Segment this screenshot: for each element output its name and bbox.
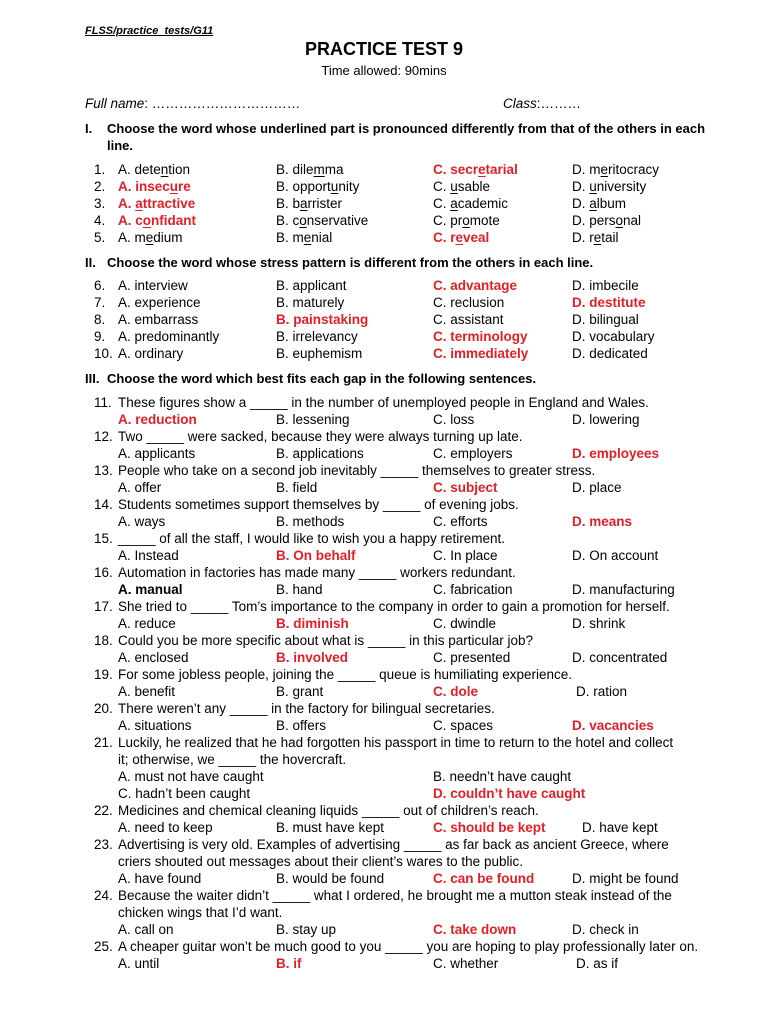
question-number: 20. xyxy=(94,701,113,716)
question-number: 11. xyxy=(94,395,112,410)
correct-option: C. advantage xyxy=(433,278,518,293)
option: D. ration xyxy=(576,684,628,699)
question-row xyxy=(0,229,768,246)
option: B. applicant xyxy=(276,278,347,293)
option: B. field xyxy=(276,480,318,495)
underlined-letter: o xyxy=(462,213,470,228)
option: A. ways xyxy=(118,514,166,529)
option: B. grant xyxy=(276,684,324,699)
underlined-letter: o xyxy=(299,213,307,228)
question-number: 12. xyxy=(94,429,113,444)
question-row xyxy=(0,178,768,195)
question-row xyxy=(0,785,768,802)
question-text: Two _____ were sacked, because they were always turning up late. xyxy=(118,429,523,444)
option: A. Instead xyxy=(118,548,179,563)
question-text: Students sometimes support themselves by _____ of evening jobs. xyxy=(118,497,519,512)
correct-option: B. On behalf xyxy=(276,548,356,563)
question-number: 7. xyxy=(94,295,106,310)
option: B. methods xyxy=(276,514,345,529)
correct-option: C. dole xyxy=(433,684,479,699)
question-row xyxy=(0,734,768,751)
question-row xyxy=(0,564,768,581)
question-number: 2. xyxy=(94,179,106,194)
option xyxy=(433,212,500,229)
option-text-post: nservative xyxy=(306,213,369,228)
option-text-pre: B. b xyxy=(276,196,301,211)
option: A. experience xyxy=(118,295,201,310)
underlined-letter: u xyxy=(450,179,458,194)
underlined-letter: a xyxy=(450,196,458,211)
question-row xyxy=(0,394,768,411)
underlined-letter: e xyxy=(478,162,486,177)
class-blank: :……… xyxy=(536,96,582,111)
correct-option: D. destitute xyxy=(572,295,646,310)
question-row xyxy=(0,294,768,311)
correct-option xyxy=(118,212,196,229)
correct-option: A. reduction xyxy=(118,412,197,427)
question-number: 6. xyxy=(94,278,106,293)
option xyxy=(276,229,332,246)
question-number: 24. xyxy=(94,888,113,903)
option-text-post: niversity xyxy=(596,179,647,194)
option: D. check in xyxy=(572,922,639,937)
question-number: 10. xyxy=(94,346,113,361)
question-text: Automation in factories has made many _____ workers redundant. xyxy=(118,565,516,580)
option-text-pre: A. xyxy=(118,196,136,211)
correct-option: C. should be kept xyxy=(433,820,546,835)
option: C. fabrication xyxy=(433,582,513,597)
option-text-pre: C. r xyxy=(433,230,456,245)
question-number: 8. xyxy=(94,312,106,327)
option-text-post: ttractive xyxy=(142,196,196,211)
question-row xyxy=(0,598,768,615)
question-row xyxy=(0,802,768,819)
option: C. hadn’t been caught xyxy=(118,786,251,801)
underlined-letter: e xyxy=(303,230,312,245)
question-row xyxy=(0,277,768,294)
question-number: 17. xyxy=(94,599,113,614)
option-text-post: sable xyxy=(457,179,491,194)
question-row xyxy=(0,683,768,700)
option: D. imbecile xyxy=(572,278,639,293)
option: A. call on xyxy=(118,922,174,937)
question-row xyxy=(0,870,768,887)
option-text-pre: D. r xyxy=(572,230,594,245)
question-number: 1. xyxy=(94,162,106,177)
question-row xyxy=(0,581,768,598)
question-row xyxy=(0,212,768,229)
correct-option: C. subject xyxy=(433,480,498,495)
option: C. presented xyxy=(433,650,511,665)
time-allowed: Time allowed: 90mins xyxy=(321,63,447,78)
question-row xyxy=(0,700,768,717)
question-row xyxy=(0,938,768,955)
option xyxy=(572,178,646,195)
option-text-pre: B. c xyxy=(276,213,300,228)
question-row xyxy=(0,195,768,212)
question-row xyxy=(0,836,768,853)
question-text: it; otherwise, we _____ the hovercraft. xyxy=(118,752,347,767)
question-number: 4. xyxy=(94,213,106,228)
section-number: I. xyxy=(85,121,93,136)
option: C. loss xyxy=(433,412,475,427)
question-number: 13. xyxy=(94,463,113,478)
question-number: 5. xyxy=(94,230,106,245)
question-number: 19. xyxy=(94,667,113,682)
option-text-pre: D. pers xyxy=(572,213,616,228)
option-text-post: rrister xyxy=(307,196,343,211)
option-text-post: re xyxy=(178,179,191,194)
question-row xyxy=(0,615,768,632)
question-number: 14. xyxy=(94,497,113,512)
option: C. In place xyxy=(433,548,498,563)
option: D. place xyxy=(572,480,622,495)
option: A. ordinary xyxy=(118,346,184,361)
question-row xyxy=(0,496,768,513)
question-row xyxy=(0,328,768,345)
option xyxy=(433,178,490,195)
option-text-post: nfidant xyxy=(151,213,197,228)
option xyxy=(572,212,641,229)
question-row xyxy=(0,887,768,904)
question-number: 15. xyxy=(94,531,113,546)
option-text-pre: D. m xyxy=(572,162,601,177)
question-row xyxy=(0,768,768,785)
question-row xyxy=(0,530,768,547)
question-row xyxy=(0,547,768,564)
question-number: 3. xyxy=(94,196,106,211)
option: B. needn’t have caught xyxy=(433,769,572,784)
option-text-pre: C. xyxy=(433,179,451,194)
option: B. irrelevancy xyxy=(276,329,358,344)
question-text: chicken wings that I’d want. xyxy=(118,905,283,920)
section-instruction: Choose the word whose stress pattern is different from the others in each line. xyxy=(107,255,594,270)
question-row xyxy=(0,479,768,496)
option: D. concentrated xyxy=(572,650,668,665)
question-text: Because the waiter didn’t _____ what I ordered, he brought me a mutton steak instead of the xyxy=(118,888,672,903)
option-text-post: mote xyxy=(469,213,500,228)
question-row xyxy=(0,462,768,479)
option-text-post: nity xyxy=(338,179,360,194)
option xyxy=(276,212,368,229)
option-text-pre: D. xyxy=(572,196,590,211)
option-text-pre: C. pr xyxy=(433,213,463,228)
question-number: 16. xyxy=(94,565,113,580)
underlined-letter: e xyxy=(145,230,154,245)
option-text-pre: B. opport xyxy=(276,179,331,194)
option-text-post: tion xyxy=(168,162,191,177)
option: B. euphemism xyxy=(276,346,363,361)
correct-option: B. involved xyxy=(276,650,349,665)
option-text-pre: A. dete xyxy=(118,162,161,177)
option: B. would be found xyxy=(276,871,385,886)
question-row xyxy=(0,161,768,178)
option-text-post: tail xyxy=(601,230,619,245)
option: A. need to keep xyxy=(118,820,213,835)
question-text: criers shouted out messages about their client’s wares to the public. xyxy=(118,854,523,869)
option: A. manual xyxy=(118,582,183,597)
option: B. hand xyxy=(276,582,323,597)
question-text: People who take on a second job inevitably _____ themselves to greater stress. xyxy=(118,463,596,478)
option-text-post: ritocracy xyxy=(608,162,660,177)
option: D. On account xyxy=(572,548,659,563)
question-number: 18. xyxy=(94,633,113,648)
option: A. embarrass xyxy=(118,312,199,327)
option: A. offer xyxy=(118,480,162,495)
correct-option: C. terminology xyxy=(433,329,528,344)
question-number: 22. xyxy=(94,803,113,818)
option: C. employers xyxy=(433,446,513,461)
option-text-post: nal xyxy=(623,213,642,228)
question-number: 23. xyxy=(94,837,113,852)
page-title: PRACTICE TEST 9 xyxy=(304,39,464,59)
underlined-letter: e xyxy=(593,230,602,245)
option: B. lessening xyxy=(276,412,350,427)
correct-option: D. vacancies xyxy=(572,718,654,733)
document-reference: FLSS/practice_tests/G11 xyxy=(85,25,214,37)
question-text: She tried to _____ Tom’s importance to the company in order to gain a promotion for herself. xyxy=(118,599,670,614)
underlined-letter: o xyxy=(615,213,624,228)
question-text: Advertising is very old. Examples of advertising _____ as far back as ancient Greece, where xyxy=(118,837,669,852)
option: D. might be found xyxy=(572,871,679,886)
option: A. predominantly xyxy=(118,329,220,344)
underlined-letter: u xyxy=(589,179,597,194)
option: B. offers xyxy=(276,718,327,733)
question-text: For some jobless people, joining the _____ queue is humiliating experience. xyxy=(118,667,573,682)
underlined-letter: o xyxy=(142,213,152,228)
option: D. dedicated xyxy=(572,346,648,361)
question-row xyxy=(0,428,768,445)
option xyxy=(118,161,190,178)
question-row xyxy=(0,632,768,649)
question-text: There weren’t any _____ in the factory for bilingual secretaries. xyxy=(118,701,495,716)
underlined-letter: a xyxy=(135,196,143,211)
underlined-letter: a xyxy=(589,196,597,211)
underlined-letter: m xyxy=(313,162,325,177)
underlined-letter: e xyxy=(455,230,464,245)
correct-option: C. take down xyxy=(433,922,517,937)
option: A. interview xyxy=(118,278,188,293)
correct-option xyxy=(433,161,518,178)
section-number: III. xyxy=(85,371,100,386)
question-row xyxy=(0,717,768,734)
underlined-letter: e xyxy=(600,162,609,177)
question-text: A cheaper guitar won’t be much good to you _____ you are hoping to play professionally later on. xyxy=(118,939,699,954)
question-row xyxy=(0,649,768,666)
question-text: These figures show a _____ in the number of unemployed people in England and Wales. xyxy=(118,395,649,410)
option: D. as if xyxy=(576,956,619,971)
full-name-blank: : …………………………… xyxy=(144,96,301,111)
class-label: Class xyxy=(503,96,537,111)
question-text: Could you be more specific about what is _____ in this particular job? xyxy=(118,633,533,648)
question-text: Luckily, he realized that he had forgotten his passport in time to return to the hotel and collect xyxy=(118,735,674,750)
correct-option: D. couldn’t have caught xyxy=(433,786,586,801)
option-text-pre: C. xyxy=(433,196,451,211)
option xyxy=(572,161,659,178)
option-text-pre: B. dile xyxy=(276,162,314,177)
option: C. whether xyxy=(433,956,499,971)
question-row xyxy=(0,921,768,938)
question-row xyxy=(0,666,768,683)
question-row xyxy=(0,513,768,530)
option: A. benefit xyxy=(118,684,176,699)
correct-option xyxy=(433,229,489,246)
option: A. have found xyxy=(118,871,202,886)
question-row xyxy=(0,311,768,328)
underlined-letter: u xyxy=(169,179,179,194)
full-name-label: Full name xyxy=(85,96,145,111)
option: A. applicants xyxy=(118,446,196,461)
option: C. dwindle xyxy=(433,616,497,631)
option: A. must not have caught xyxy=(118,769,264,784)
option: C. spaces xyxy=(433,718,494,733)
class-field xyxy=(503,96,581,111)
underlined-letter: u xyxy=(330,179,339,194)
option: A. reduce xyxy=(118,616,176,631)
correct-option: D. employees xyxy=(572,446,660,461)
option-text-post: lbum xyxy=(596,196,627,211)
section-instruction: Choose the word which best fits each gap in the following sentences. xyxy=(107,371,537,386)
option-text-post: ma xyxy=(324,162,344,177)
question-row xyxy=(0,751,768,768)
option: B. stay up xyxy=(276,922,337,937)
option-text-post: cademic xyxy=(457,196,509,211)
correct-option: B. painstaking xyxy=(276,312,369,327)
option: B. applications xyxy=(276,446,364,461)
question-number: 9. xyxy=(94,329,106,344)
option xyxy=(118,229,183,246)
section-instruction: Choose the word whose underlined part is pronounced differently from that of the others in each line. xyxy=(107,121,706,153)
option xyxy=(276,195,342,212)
underlined-letter: a xyxy=(300,196,308,211)
option-text-pre: A. insec xyxy=(118,179,170,194)
option: A. until xyxy=(118,956,160,971)
option-text-post: dium xyxy=(153,230,183,245)
question-text: Medicines and chemical cleaning liquids _____ out of children’s reach. xyxy=(118,803,539,818)
option: C. efforts xyxy=(433,514,488,529)
option-text-pre: A. m xyxy=(118,230,146,245)
question-number: 21. xyxy=(94,735,113,750)
correct-option: C. can be found xyxy=(433,871,535,886)
underlined-letter: n xyxy=(160,162,169,177)
option xyxy=(572,229,619,246)
question-number: 25. xyxy=(94,939,113,954)
option: D. lowering xyxy=(572,412,640,427)
correct-option xyxy=(118,178,191,195)
option: D. manufacturing xyxy=(572,582,675,597)
option xyxy=(433,195,508,212)
option: D. bilingual xyxy=(572,312,639,327)
full-name-field xyxy=(85,96,300,111)
option-text-pre: B. m xyxy=(276,230,304,245)
option-text-post: nial xyxy=(311,230,333,245)
option: A. enclosed xyxy=(118,650,189,665)
question-row xyxy=(0,411,768,428)
option xyxy=(276,178,359,195)
option-text-post: veal xyxy=(463,230,490,245)
option: D. have kept xyxy=(582,820,658,835)
question-row xyxy=(0,955,768,972)
option-text-pre: D. xyxy=(572,179,590,194)
question-row xyxy=(0,853,768,870)
option: A. situations xyxy=(118,718,192,733)
option-text-post: tarial xyxy=(485,162,518,177)
question-row xyxy=(0,445,768,462)
option: C. assistant xyxy=(433,312,504,327)
correct-option: B. if xyxy=(276,956,302,971)
option: B. must have kept xyxy=(276,820,385,835)
section-number: II. xyxy=(85,255,96,270)
option xyxy=(572,195,626,212)
question-row xyxy=(0,819,768,836)
option: D. shrink xyxy=(572,616,626,631)
option-text-pre: A. c xyxy=(118,213,143,228)
correct-option: C. immediately xyxy=(433,346,529,361)
correct-option: D. means xyxy=(572,514,633,529)
question-text: _____ of all the staff, I would like to wish you a happy retirement. xyxy=(118,531,505,546)
question-row xyxy=(0,904,768,921)
question-row xyxy=(0,345,768,362)
option: C. reclusion xyxy=(433,295,505,310)
option-text-pre: C. secr xyxy=(433,162,479,177)
option xyxy=(276,161,344,178)
option: D. vocabulary xyxy=(572,329,655,344)
correct-option xyxy=(118,195,195,212)
correct-option: B. diminish xyxy=(276,616,349,631)
option: B. maturely xyxy=(276,295,345,310)
